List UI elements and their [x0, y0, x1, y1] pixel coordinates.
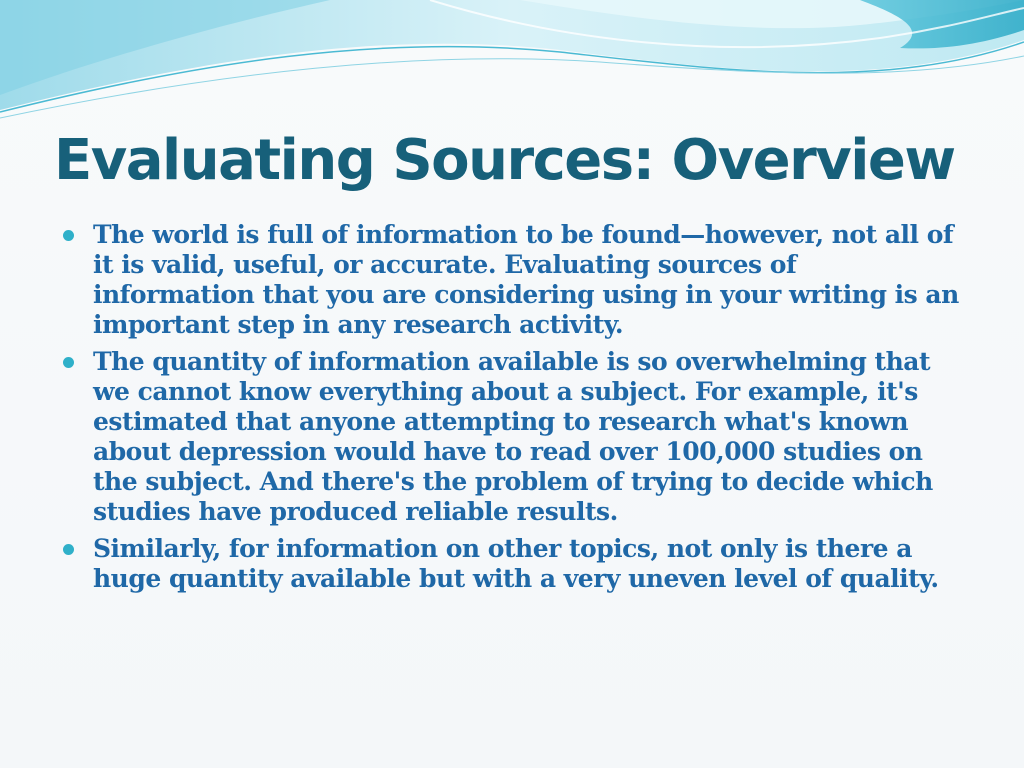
- bullet-text: Similarly, for information on other topics, not only is there a huge quantity available but with a very uneven level of quality.: [93, 534, 939, 593]
- bullet-text: The quantity of information available is so overwhelming that we cannot know everything about a subject. For example, it's estimated that anyone attempting to research what's known about depression would have to read over 100,000 studies on the subject. And there's the problem of trying to decide which studies have produced reliable results.: [93, 347, 933, 526]
- decorative-wave-header: [0, 0, 1024, 130]
- bullet-dot-icon: [63, 230, 74, 241]
- slide-title: Evaluating Sources: Overview: [54, 128, 955, 193]
- bullet-item: [60, 220, 960, 340]
- bullet-list: [60, 220, 960, 601]
- bullet-item: [60, 347, 960, 527]
- bullet-item: [60, 534, 960, 594]
- bullet-dot-icon: [63, 544, 74, 555]
- bullet-text: The world is full of information to be found—however, not all of it is valid, useful, or accurate. Evaluating sources of information that you are considering using in your writing is an important step in any research activity.: [93, 220, 959, 339]
- bullet-dot-icon: [63, 357, 74, 368]
